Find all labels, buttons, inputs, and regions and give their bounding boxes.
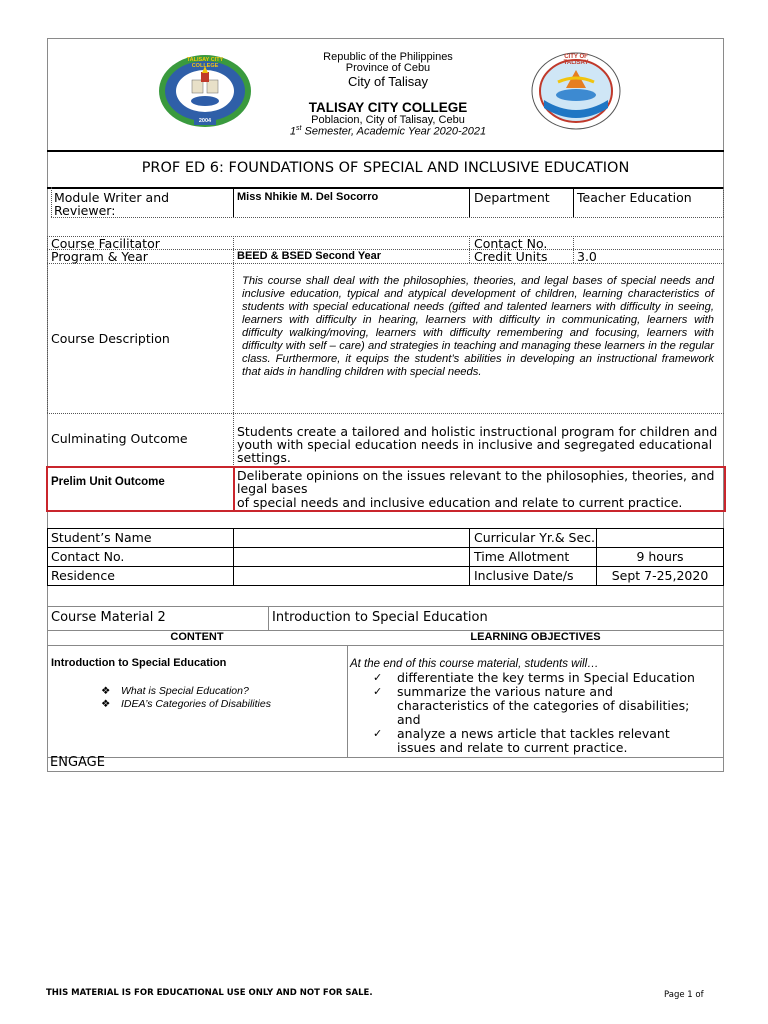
- course-description: This course shall deal with the philosophies, theories, and legal bases of special needs and inclusive education, typical and atypical development of children, learning characteristics of students with special educational needs (gifted and talented learners with difficulty in seeing, learners with difficulty in hearing, learners with difficulty in communicating, learners with difficulty walking/moving, learners with difficulty remembering and focusing, learners with difficulty with self – care) and strategies in teaching and managing these learners in the regular class. Furthermore, it equips the student’s abilities in developing an instructional framework that aids in handling children with special needs.: [242, 275, 714, 378]
- curricular-label: Curricular Yr.& Sec.: [474, 530, 596, 545]
- footer-disclaimer: THIS MATERIAL IS FOR EDUCATIONAL USE ONLY AND NOT FOR SALE.: [46, 988, 373, 998]
- facilitator-label: Course Facilitator: [51, 236, 160, 251]
- content-title: Introduction to Special Education: [51, 657, 227, 669]
- objectives-list: [373, 671, 708, 755]
- residence-value[interactable]: [237, 569, 465, 582]
- time-allotment-label: Time Allotment: [474, 549, 570, 564]
- semester-rest: Semester, Academic Year 2020-2021: [301, 125, 487, 138]
- credit-value: 3.0: [577, 249, 597, 264]
- program-label: Program & Year: [51, 249, 148, 264]
- diamond-bullet-icon: ❖: [101, 685, 111, 697]
- module-writer-value: Miss Nhikie M. Del Socorro: [237, 191, 379, 203]
- content-item: ❖ IDEA’s Categories of Disabilities: [101, 698, 271, 710]
- semester-num: 1: [289, 125, 296, 138]
- content-header: CONTENT: [170, 631, 224, 643]
- student-name-value[interactable]: [237, 531, 465, 544]
- city-seal-text: CITY OF TALISAY: [563, 54, 589, 66]
- college-name: TALISAY CITY COLLEGE: [308, 100, 468, 115]
- semester-line: [260, 125, 516, 138]
- college-address: Poblacion, City of Talisay, Cebu: [311, 114, 465, 126]
- city-seal: [530, 50, 622, 130]
- city-line: City of Talisay: [348, 74, 428, 89]
- time-allotment-value: 9 hours: [636, 549, 684, 564]
- student-name-label: Student’s Name: [51, 530, 152, 545]
- diamond-bullet-icon: ❖: [101, 698, 111, 710]
- module-writer-label: Module Writer and Reviewer:: [54, 190, 170, 218]
- engage-heading: ENGAGE: [50, 755, 105, 770]
- objectives-intro: At the end of this course material, students will…: [350, 658, 599, 670]
- republic-line: Republic of the Philippines: [323, 51, 453, 63]
- credit-label: Credit Units: [474, 249, 548, 264]
- contact-label: Contact No.: [474, 236, 548, 251]
- department-label: Department: [474, 190, 550, 205]
- inclusive-dates-label: Inclusive Date/s: [474, 568, 574, 583]
- course-material-label: Course Material 2: [51, 610, 166, 625]
- prelim-text-1: Deliberate opinions on the issues relevant to the philosophies, theories, and legal bases: [237, 468, 715, 496]
- prelim-text-2: of special needs and inclusive education and relate to current practice.: [237, 495, 683, 510]
- semester-sup: st: [296, 125, 302, 132]
- course-title: PROF ED 6: FOUNDATIONS OF SPECIAL AND INCLUSIVE EDUCATION: [141, 160, 630, 176]
- college-logo-text: TALISAY CITY COLLEGE: [186, 57, 224, 69]
- residence-label: Residence: [51, 568, 115, 583]
- inclusive-dates-value: Sept 7-25,2020: [611, 568, 709, 583]
- page-number: Page 1 of: [664, 990, 704, 1000]
- student-contact-value[interactable]: [237, 550, 465, 563]
- student-contact-label: Contact No.: [51, 549, 125, 564]
- objective-item: ✓ differentiate the key terms in Special Education: [373, 671, 708, 685]
- program-value: BEED & BSED Second Year: [237, 250, 382, 262]
- college-logo-year: 2004: [198, 118, 212, 124]
- department-value: Teacher Education: [577, 190, 692, 205]
- culminating-label: Culminating Outcome: [51, 431, 188, 446]
- course-material-title: Introduction to Special Education: [272, 610, 488, 625]
- objective-item: ✓ summarize the various nature and characteristics of the categories of disabilities; and: [373, 685, 708, 727]
- objectives-header: LEARNING OBJECTIVES: [470, 631, 601, 643]
- province-line: Province of Cebu: [345, 62, 431, 74]
- description-label: Course Description: [51, 331, 170, 346]
- curricular-value[interactable]: [600, 531, 720, 544]
- prelim-label: Prelim Unit Outcome: [51, 476, 165, 488]
- college-logo: [158, 54, 252, 128]
- content-item: ❖ What is Special Education?: [101, 685, 249, 697]
- objective-item: ✓ analyze a news article that tackles relevant issues and relate to current practice.: [373, 727, 708, 755]
- culminating-text: Students create a tailored and holistic instructional program for children and youth with special education needs in inclusive and segregated educational settings.: [237, 424, 718, 465]
